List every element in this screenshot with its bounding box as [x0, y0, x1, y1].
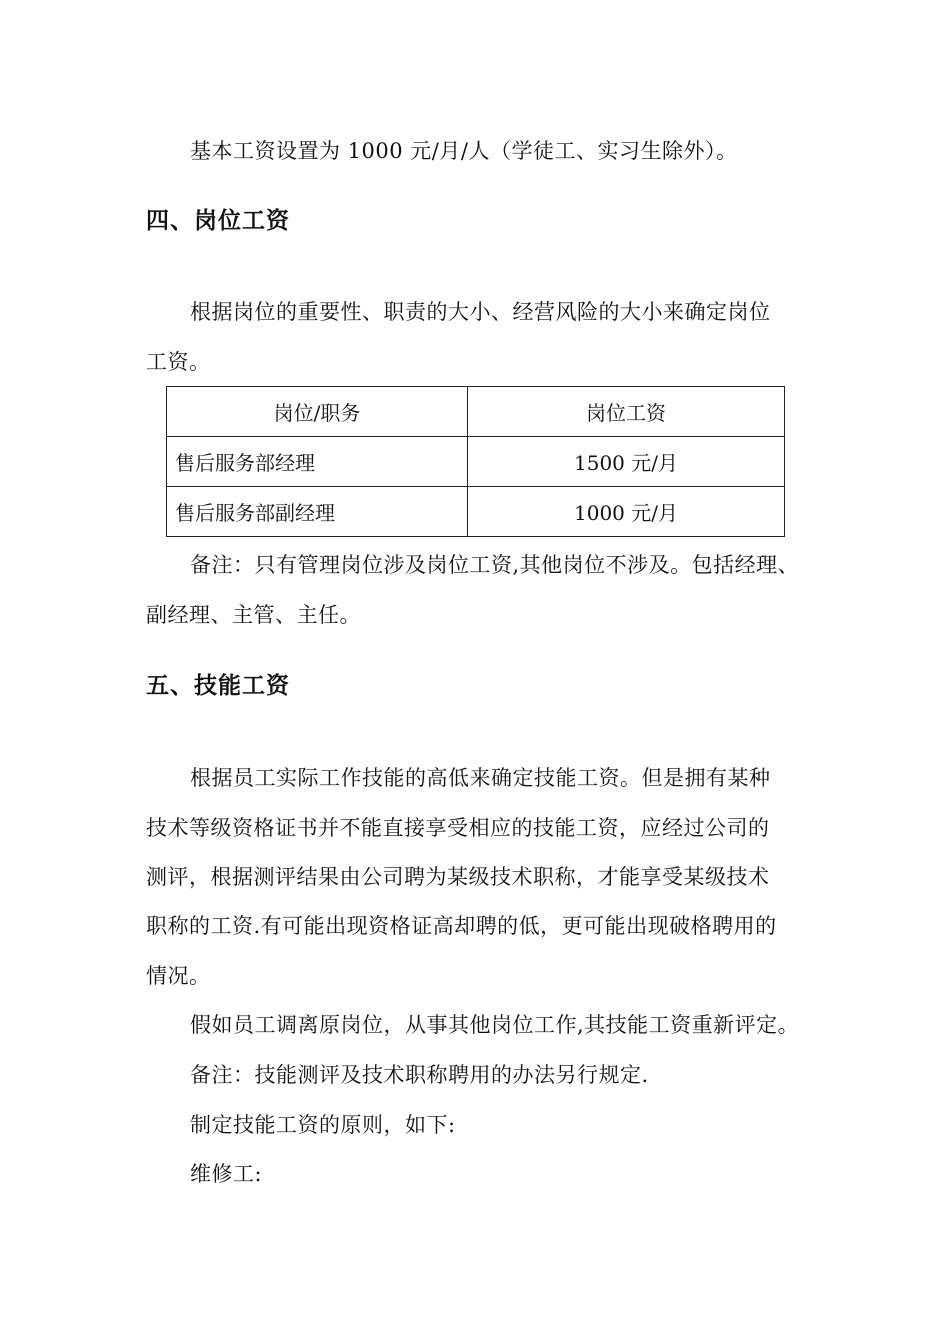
section5-paragraph-line-5: 情况。 — [146, 964, 211, 988]
section5-heading: 五、技能工资 — [146, 673, 290, 699]
table-header-position: 岗位/职务 — [167, 387, 468, 437]
section4-paragraph-line-2: 工资。 — [146, 350, 211, 374]
table-row — [167, 487, 785, 537]
section5-paragraph-line-1: 根据员工实际工作技能的高低来确定技能工资。但是拥有某种 — [190, 766, 771, 790]
table-cell-salary: 1000 元/月 — [468, 487, 785, 537]
base-salary-line: 基本工资设置为 1000 元/月/人（学徒工、实习生除外）。 — [190, 139, 738, 163]
table-cell-salary: 1500 元/月 — [468, 437, 785, 487]
section4-note-line-2: 副经理、主管、主任。 — [146, 603, 361, 627]
table-row — [167, 437, 785, 487]
table-cell-position: 售后服务部经理 — [167, 437, 468, 487]
section4-paragraph-line-1: 根据岗位的重要性、职责的大小、经营风险的大小来确定岗位 — [190, 300, 771, 324]
section5-repair-worker-line: 维修工: — [190, 1162, 263, 1186]
section4-note-line-1: 备注：只有管理岗位涉及岗位工资,其他岗位不涉及。包括经理、 — [190, 553, 800, 577]
position-salary-table — [166, 386, 785, 537]
table-cell-position: 售后服务部副经理 — [167, 487, 468, 537]
section5-paragraph-line-4: 职称的工资.有可能出现资格证高却聘的低，更可能出现破格聘用的 — [146, 914, 777, 938]
section5-principle-line: 制定技能工资的原则，如下: — [190, 1113, 456, 1137]
section5-paragraph-line-2: 技术等级资格证书并不能直接享受相应的技能工资，应经过公司的 — [146, 816, 770, 840]
table-header-row — [167, 387, 785, 437]
section5-transfer-line: 假如员工调离原岗位，从事其他岗位工作,其技能工资重新评定。 — [190, 1013, 800, 1037]
table-header-salary: 岗位工资 — [468, 387, 785, 437]
section4-heading: 四、岗位工资 — [146, 208, 290, 234]
section5-paragraph-line-3: 测评，根据测评结果由公司聘为某级技术职称，才能享受某级技术 — [146, 865, 770, 889]
section5-note-line: 备注：技能测评及技术职称聘用的办法另行规定. — [190, 1063, 649, 1087]
